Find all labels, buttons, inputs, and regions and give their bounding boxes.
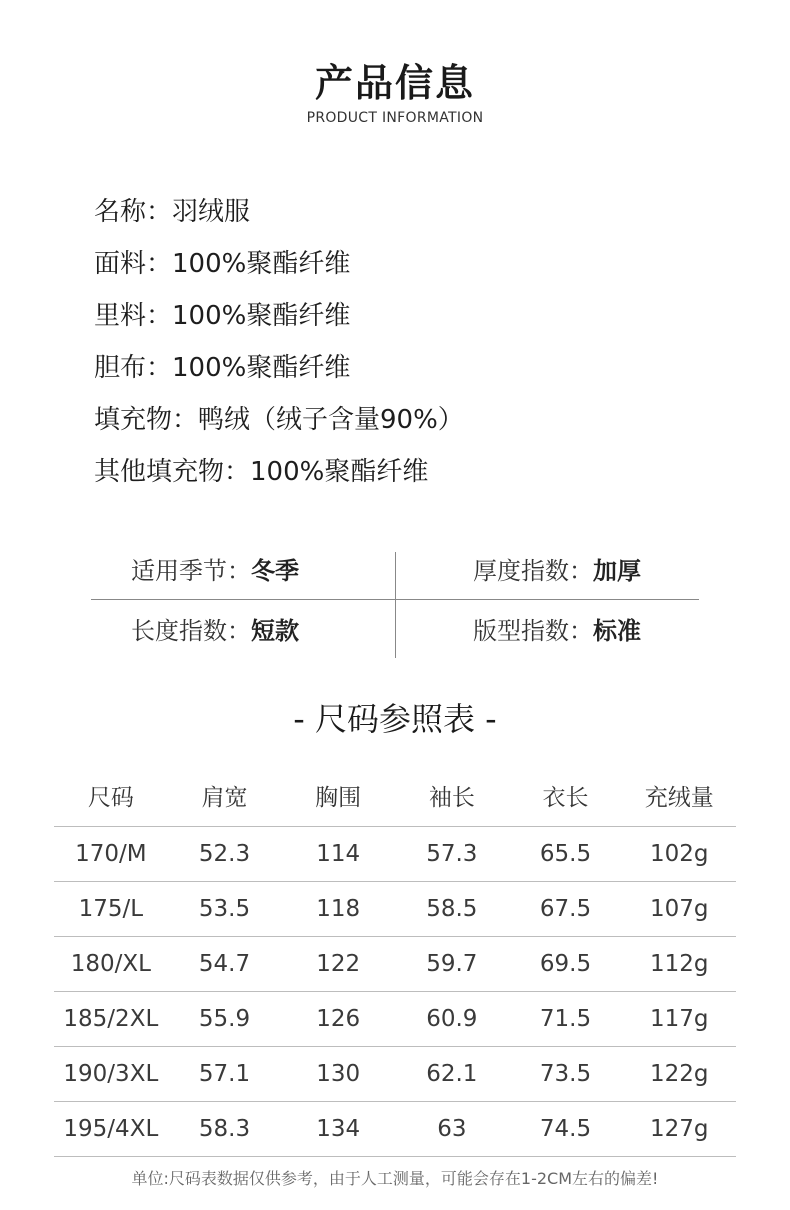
grid-vertical-divider	[395, 552, 396, 658]
table-row	[54, 937, 736, 992]
table-row	[54, 1102, 736, 1157]
table-cell: 130	[316, 1061, 361, 1087]
table-cell: 69.5	[539, 951, 592, 977]
table-cell: 118	[316, 896, 361, 922]
attr-season-label: 适用季节：	[131, 557, 251, 585]
table-cell: 58.5	[426, 896, 478, 922]
attr-thickness	[473, 554, 641, 588]
attr-thickness-label: 厚度指数：	[473, 557, 593, 585]
table-header-cell: 胸围	[315, 784, 362, 811]
table-cell: 112g	[649, 951, 709, 977]
table-cell: 175/L	[78, 896, 144, 922]
table-cell: 67.5	[539, 896, 592, 922]
attribute-grid	[91, 552, 699, 658]
table-row	[54, 992, 736, 1047]
table-cell: 122g	[649, 1061, 709, 1087]
table-cell: 57.1	[198, 1061, 251, 1087]
table-cell: 62.1	[426, 1061, 478, 1087]
attr-season	[131, 554, 299, 588]
attr-length-label: 长度指数：	[131, 617, 251, 645]
table-cell: 60.9	[426, 1006, 478, 1032]
info-row-name: 名称：羽绒服	[94, 197, 251, 227]
table-cell: 195/4XL	[63, 1116, 159, 1142]
header	[0, 58, 790, 126]
table-cell: 170/M	[75, 841, 147, 867]
table-cell: 122	[316, 951, 361, 977]
attr-fit	[473, 614, 641, 648]
info-row-inner: 胆布：100%聚酯纤维	[94, 353, 351, 383]
table-cell: 63	[437, 1116, 467, 1142]
page-subtitle: PRODUCT INFORMATION	[306, 110, 484, 126]
table-cell: 65.5	[539, 841, 592, 867]
table-cell: 180/XL	[70, 951, 151, 977]
table-cell: 185/2XL	[63, 1006, 159, 1032]
table-cell: 126	[316, 1006, 361, 1032]
table-header-cell: 衣长	[542, 784, 589, 811]
table-cell: 107g	[649, 896, 709, 922]
table-cell: 114	[316, 841, 361, 867]
info-row-other-filling: 其他填充物：100%聚酯纤维	[94, 457, 429, 487]
table-cell: 71.5	[539, 1006, 592, 1032]
table-row	[54, 1047, 736, 1102]
table-header-cell: 袖长	[428, 784, 475, 811]
attr-thickness-value: 加厚	[593, 557, 641, 585]
table-cell: 117g	[649, 1006, 709, 1032]
table-cell: 58.3	[198, 1116, 251, 1142]
size-chart-note: 单位:尺码表数据仅供参考，由于人工测量，可能会存在1-2CM左右的偏差!	[131, 1169, 659, 1188]
table-cell: 57.3	[426, 841, 478, 867]
info-row-lining: 里料：100%聚酯纤维	[94, 301, 351, 331]
grid-horizontal-divider	[91, 599, 699, 600]
table-cell: 59.7	[426, 951, 478, 977]
table-cell: 102g	[649, 841, 709, 867]
table-cell: 54.7	[198, 951, 251, 977]
size-table	[54, 764, 736, 1157]
table-row	[54, 882, 736, 937]
product-info-list	[94, 186, 464, 498]
table-cell: 73.5	[539, 1061, 592, 1087]
attr-fit-value: 标准	[593, 617, 641, 645]
table-cell: 134	[316, 1116, 361, 1142]
table-header-cell: 尺码	[87, 784, 134, 811]
table-cell: 55.9	[198, 1006, 251, 1032]
attr-length-value: 短款	[251, 617, 299, 645]
attr-length	[131, 614, 299, 648]
attr-season-value: 冬季	[251, 557, 299, 585]
attr-fit-label: 版型指数：	[473, 617, 593, 645]
table-cell: 127g	[649, 1116, 709, 1142]
table-header-cell: 充绒量	[644, 784, 714, 811]
table-cell: 52.3	[198, 841, 251, 867]
table-row	[54, 827, 736, 882]
page-title: 产品信息	[314, 61, 475, 105]
table-cell: 74.5	[539, 1116, 592, 1142]
info-row-fabric: 面料：100%聚酯纤维	[94, 249, 351, 279]
info-row-filling: 填充物：鸭绒（绒子含量90%）	[94, 405, 464, 435]
size-chart-title: - 尺码参照表 -	[293, 700, 497, 738]
table-header-row	[54, 764, 736, 827]
table-cell: 190/3XL	[63, 1061, 159, 1087]
table-cell: 53.5	[198, 896, 251, 922]
table-header-cell: 肩宽	[201, 784, 248, 811]
